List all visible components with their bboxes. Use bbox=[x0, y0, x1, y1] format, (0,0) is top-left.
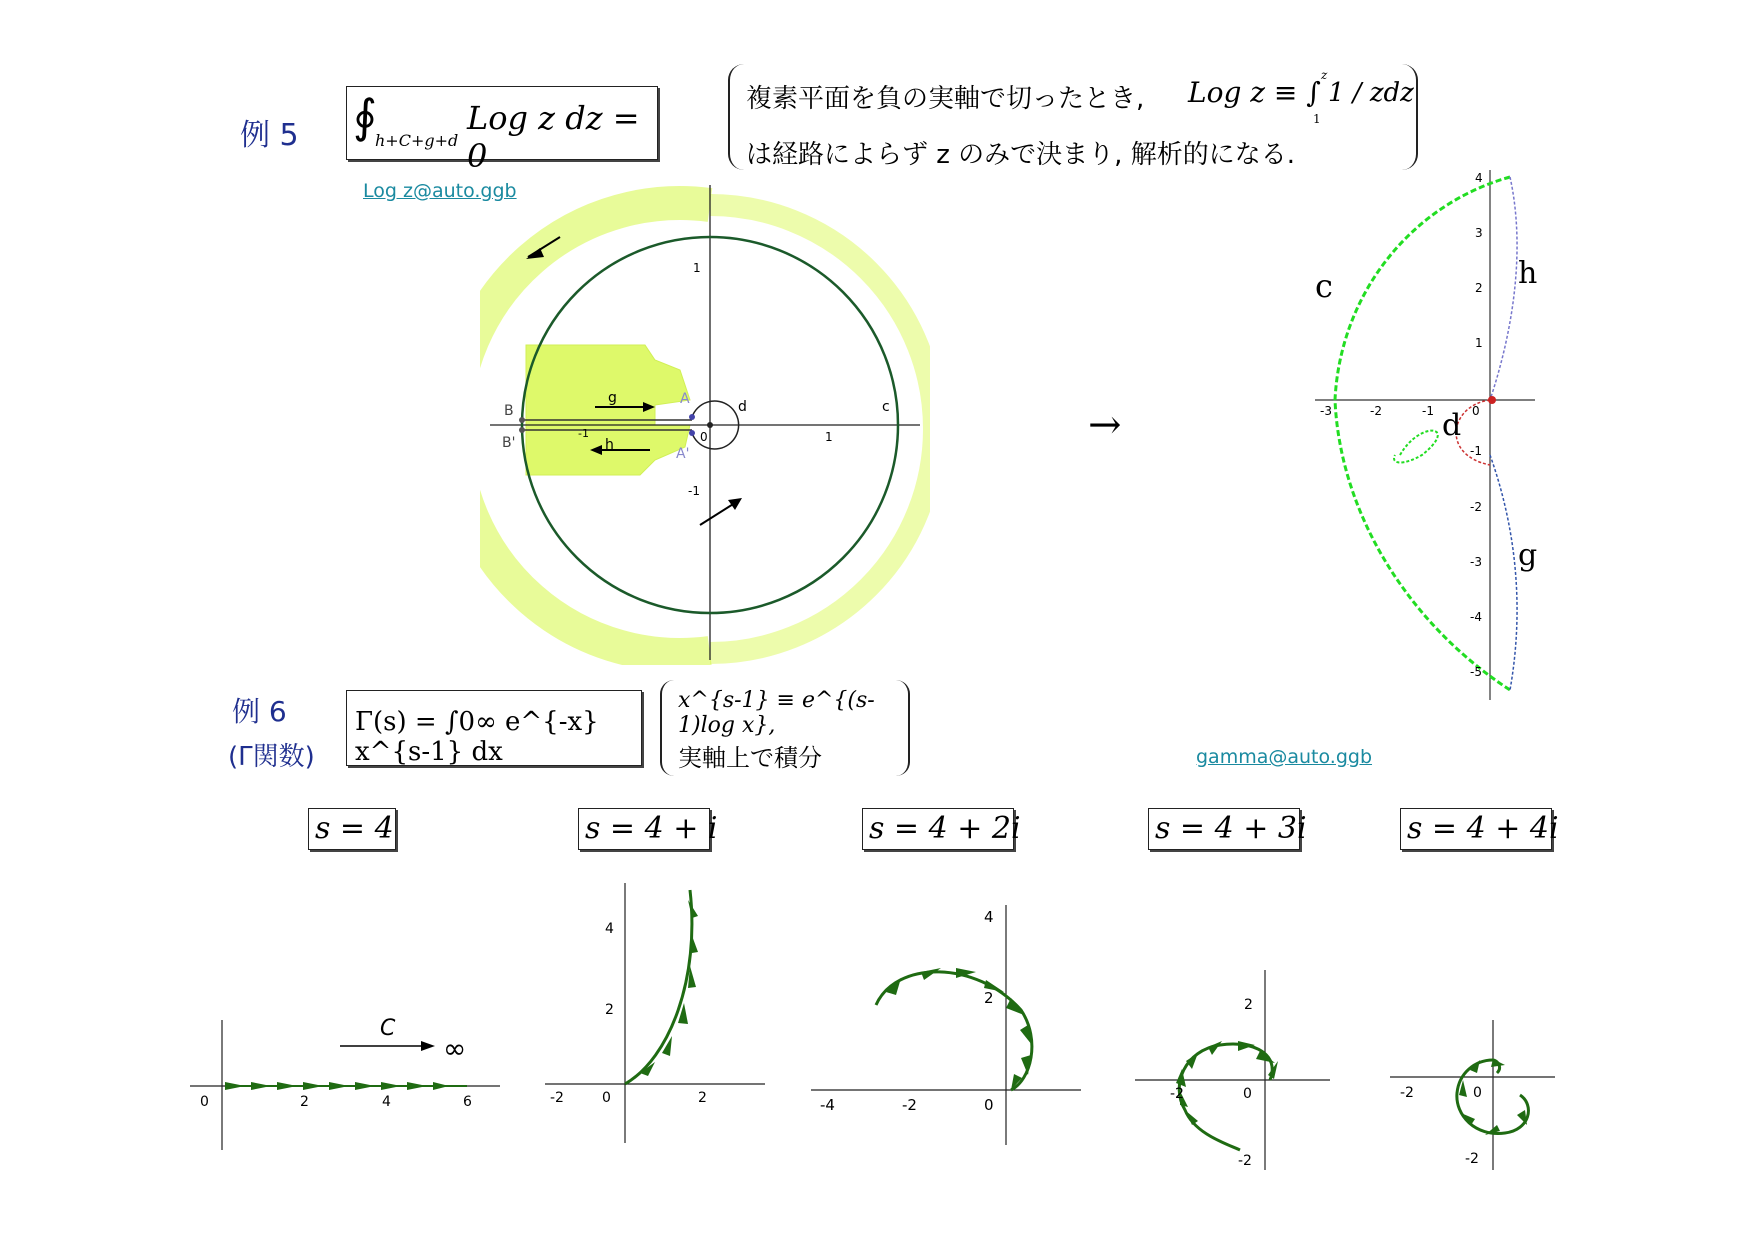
img-label-h: h bbox=[1518, 256, 1538, 291]
curve-c-label: c bbox=[882, 399, 890, 415]
svg-text:2: 2 bbox=[605, 1002, 614, 1018]
svg-text:2: 2 bbox=[1244, 997, 1253, 1013]
gamma-formula: Γ(s) = ∫0∞ e^{-x} x^{s-1} dx bbox=[355, 707, 599, 767]
note-int-lower: 1 bbox=[1313, 112, 1321, 126]
svg-text:0: 0 bbox=[984, 1096, 994, 1114]
note-int-upper: z bbox=[1321, 68, 1328, 82]
svg-text:0: 0 bbox=[1472, 404, 1480, 418]
svg-text:-3: -3 bbox=[1320, 404, 1332, 418]
svg-text:-1: -1 bbox=[1470, 444, 1482, 458]
panel3-plot bbox=[806, 900, 1086, 1150]
svg-text:-1: -1 bbox=[1422, 404, 1434, 418]
panel4-plot bbox=[1130, 965, 1335, 1175]
panel1-title: s = 4 bbox=[308, 808, 396, 850]
panel4-title: s = 4 + 3i bbox=[1148, 808, 1300, 850]
svg-text:1: 1 bbox=[1475, 336, 1483, 350]
svg-text:4: 4 bbox=[382, 1094, 391, 1110]
svg-text:-5: -5 bbox=[1470, 665, 1482, 679]
svg-text:-1: -1 bbox=[578, 427, 589, 440]
svg-text:4: 4 bbox=[1475, 171, 1483, 185]
svg-text:-2: -2 bbox=[1238, 1153, 1252, 1169]
svg-text:-2: -2 bbox=[902, 1096, 917, 1114]
panel2-plot bbox=[540, 878, 770, 1148]
svg-text:-4: -4 bbox=[1470, 610, 1482, 624]
curve-h-label: h bbox=[605, 437, 614, 453]
point-A-label: A bbox=[680, 391, 690, 407]
svg-text:2: 2 bbox=[698, 1090, 707, 1106]
panel5-title: s = 4 + 4i bbox=[1400, 808, 1552, 850]
example5-formula-box bbox=[346, 86, 658, 175]
gamma-ggb-link[interactable]: gamma@auto.ggb bbox=[1196, 746, 1373, 768]
panel2-title: s = 4 + i bbox=[578, 808, 710, 850]
curve-g-label: g bbox=[608, 390, 617, 406]
log-z-ggb-link[interactable]: Log z@auto.ggb bbox=[363, 180, 517, 202]
svg-text:2: 2 bbox=[1475, 281, 1483, 295]
svg-text:2: 2 bbox=[984, 989, 994, 1007]
left-paren bbox=[728, 64, 746, 170]
svg-text:0: 0 bbox=[200, 1094, 209, 1110]
curve-d-label: d bbox=[738, 399, 747, 415]
svg-text:6: 6 bbox=[463, 1094, 472, 1110]
svg-text:0: 0 bbox=[602, 1090, 611, 1106]
svg-text:-2: -2 bbox=[550, 1090, 564, 1106]
img-label-c: c bbox=[1315, 267, 1333, 305]
point-Ap-label: A' bbox=[676, 446, 690, 462]
curve-g bbox=[1490, 455, 1517, 690]
example6-label: 例 6 bbox=[232, 695, 287, 728]
formula-subscript: h+C+g+d bbox=[375, 131, 459, 150]
gamma-note bbox=[660, 680, 910, 780]
image-plot bbox=[1310, 165, 1570, 705]
example5-note bbox=[728, 64, 1418, 174]
svg-text:4: 4 bbox=[605, 921, 614, 937]
svg-text:1: 1 bbox=[825, 430, 833, 444]
panel3-title: s = 4 + 2i bbox=[862, 808, 1014, 850]
svg-text:-4: -4 bbox=[820, 1096, 835, 1114]
svg-text:4: 4 bbox=[984, 908, 994, 926]
panel1-annotation: C bbox=[380, 1016, 396, 1041]
svg-text:-2: -2 bbox=[1170, 1086, 1184, 1102]
svg-text:-3: -3 bbox=[1470, 555, 1482, 569]
svg-text:-1: -1 bbox=[688, 484, 700, 498]
svg-text:3: 3 bbox=[1475, 226, 1483, 240]
svg-text:-2: -2 bbox=[1465, 1151, 1479, 1167]
infinity-symbol: ∞ bbox=[443, 1032, 467, 1065]
gamma-formula-box bbox=[346, 690, 642, 766]
img-label-d: d bbox=[1442, 408, 1462, 443]
mapping-arrow: → bbox=[1088, 402, 1122, 448]
panel5-plot bbox=[1385, 1015, 1560, 1175]
point-B-label: B bbox=[504, 403, 514, 419]
panel1-plot bbox=[185, 1010, 505, 1160]
example6-sublabel: (Γ関数) bbox=[228, 742, 315, 772]
note-line1-tail: 1 / zdz bbox=[1328, 78, 1414, 108]
example5-label: 例 5 bbox=[240, 118, 299, 153]
gamma-left-paren bbox=[660, 680, 676, 776]
svg-text:-2: -2 bbox=[1400, 1085, 1414, 1101]
gamma-note-line1: x^{s-1} ≡ e^{(s-1)log x}, bbox=[678, 688, 875, 738]
gamma-note-line2: 実軸上で積分 bbox=[678, 744, 822, 772]
note-line2: は経路によらず z のみで決まり, 解析的になる. bbox=[746, 140, 1295, 170]
svg-text:1: 1 bbox=[693, 261, 701, 275]
curve-h bbox=[1490, 177, 1517, 400]
img-label-g: g bbox=[1518, 538, 1538, 573]
svg-text:-2: -2 bbox=[1470, 500, 1482, 514]
svg-text:0: 0 bbox=[1473, 1085, 1482, 1101]
halo-arrows bbox=[480, 203, 930, 655]
svg-text:0: 0 bbox=[700, 430, 708, 444]
svg-text:-2: -2 bbox=[1370, 404, 1382, 418]
svg-text:2: 2 bbox=[300, 1094, 309, 1110]
contour-plot bbox=[480, 175, 930, 665]
note-line1-prefix: 複素平面を負の実軸で切ったとき, bbox=[746, 84, 1145, 114]
contour-integral-symbol: ∮ bbox=[353, 89, 377, 143]
note-line1-math: Log z ≡ ∫ bbox=[1188, 76, 1321, 109]
point-Bp-label: B' bbox=[502, 435, 516, 451]
formula-main: Log z dz = 0 bbox=[467, 99, 640, 175]
svg-text:0: 0 bbox=[1243, 1086, 1252, 1102]
